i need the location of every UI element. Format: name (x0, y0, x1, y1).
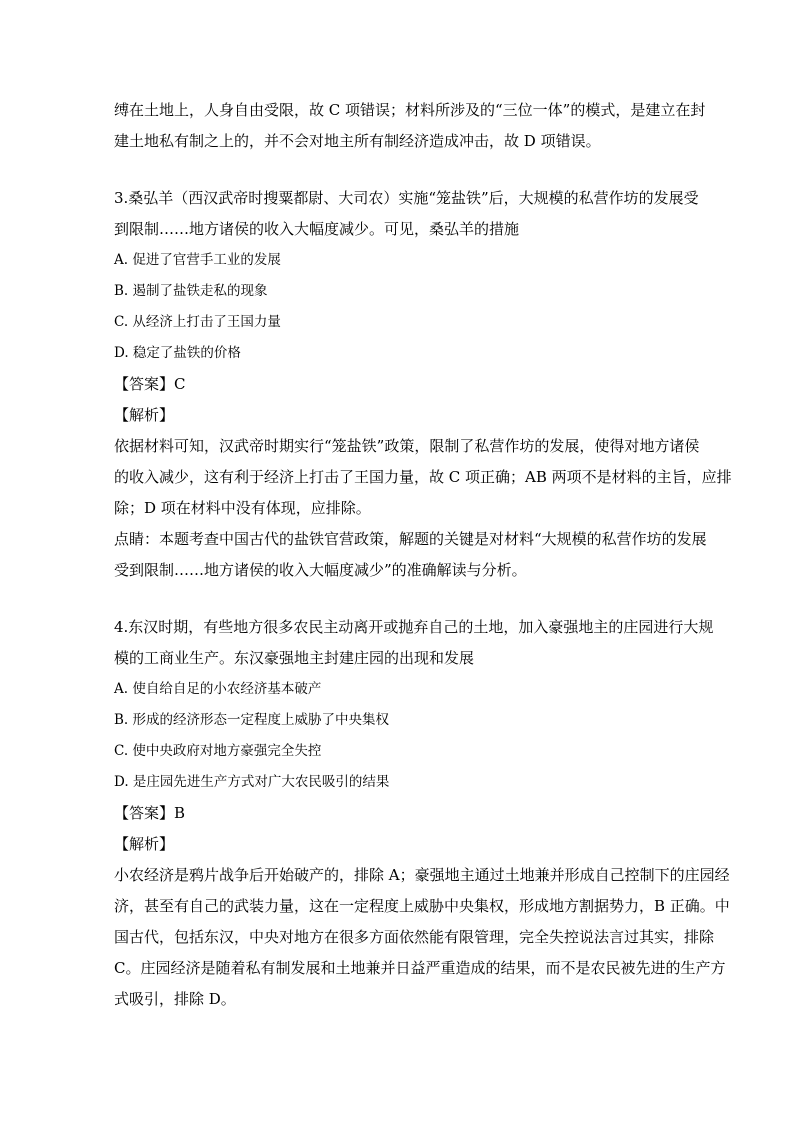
analysis-line: 除；D 项在材料中没有体现，应排除。 (114, 499, 371, 517)
question-stem: 模的工商业生产。东汉豪强地主封建庄园的出现和发展 (114, 649, 475, 667)
option-a: A. 促进了官营手工业的发展 (114, 252, 281, 268)
document-page (114, 95, 732, 1015)
option-d: D. 是庄园先进生产方式对广大农民吸引的结果 (114, 774, 390, 790)
question-3 (114, 183, 732, 586)
analysis-heading: 【解析】 (114, 835, 175, 853)
text-line: 建土地私有制之上的，并不会对地主所有制经济造成冲击，故 D 项错误。 (114, 132, 601, 150)
intro-paragraph (114, 95, 706, 157)
option-c: C. 使中央政府对地方豪强完全失控 (114, 743, 322, 759)
analysis-line: 点睛：本题考查中国古代的盐铁官营政策，解题的关键是对材料“大规模的私营作坊的发展 (114, 530, 707, 548)
option-c: C. 从经济上打击了王国力量 (114, 314, 281, 330)
answer-label: 【答案】B (114, 804, 186, 822)
analysis-line: 受到限制……地方诸侯的收入大幅度减少”的准确解读与分析。 (114, 561, 527, 579)
question-stem: 4.东汉时期，有些地方很多农民主动离开或抛弃自己的土地，加入豪强地主的庄园进行大规 (114, 618, 714, 636)
question-stem: 到限制……地方诸侯的收入大幅度减少。可见，桑弘羊的措施 (114, 220, 520, 238)
analysis-heading: 【解析】 (114, 406, 175, 424)
analysis-line: 依据材料可知，汉武帝时期实行“笼盐铁”政策，限制了私营作坊的发展，使得对地方诸侯 (114, 437, 700, 455)
option-d: D. 稳定了盐铁的价格 (114, 345, 241, 361)
analysis-line: C。庄园经济是随着私有制发展和土地兼并日益严重造成的结果，而不是农民被先进的生产方 (114, 959, 726, 977)
option-b: B. 形成的经济形态一定程度上威胁了中央集权 (114, 712, 390, 728)
option-a: A. 使自给自足的小农经济基本破产 (114, 681, 322, 697)
text-line: 缚在土地上，人身自由受限，故 C 项错误；材料所涉及的“三位一体”的模式，是建立在封 (114, 101, 706, 119)
option-b: B. 遏制了盐铁走私的现象 (114, 283, 268, 299)
answer-label: 【答案】C (114, 375, 186, 393)
question-4 (114, 612, 730, 1015)
analysis-line: 的收入减少，这有利于经济上打击了王国力量，故 C 项正确；AB 两项不是材料的主旨，应排 (114, 468, 732, 486)
analysis-line: 国古代，包括东汉，中央对地方在很多方面依然能有限管理，完全失控说法言过其实，排除 (114, 928, 715, 946)
analysis-line: 式吸引，排除 D。 (114, 990, 236, 1008)
analysis-line: 济，甚至有自己的武装力量，这在一定程度上威胁中央集权，形成地方割据势力，B 正确。中 (114, 897, 730, 915)
analysis-line: 小农经济是鸦片战争后开始破产的，排除 A；豪强地主通过土地兼并形成自己控制下的庄园经 (114, 866, 730, 884)
question-stem: 3.桑弘羊（西汉武帝时搜粟都尉、大司农）实施“笼盐铁”后，大规模的私营作坊的发展受 (114, 189, 699, 207)
